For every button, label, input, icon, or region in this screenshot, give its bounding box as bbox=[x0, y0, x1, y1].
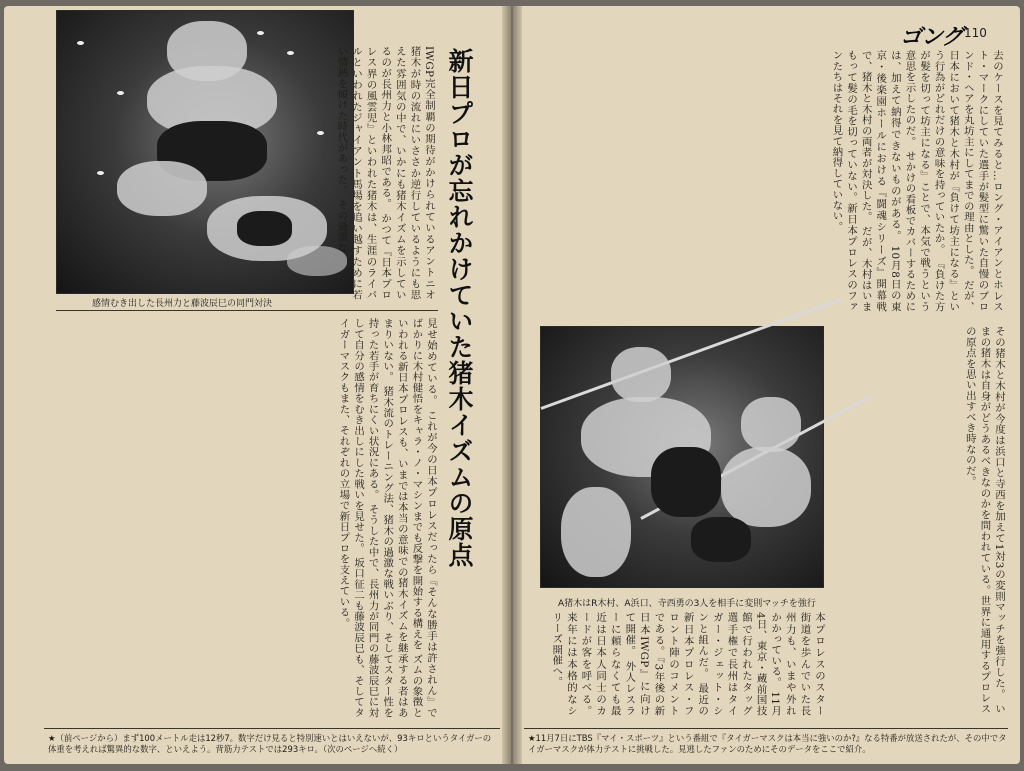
left-footnote: ★（前ページから）まず100メートル走は12秒7。数字だけ見ると特別速いとはいえないが、93キロというタイガーの体重を考えれば驚異的な数字、といえよう。背筋力テストでは293キロ。（次のページへ続く） bbox=[48, 733, 492, 754]
left-top-col-3: その過激な bbox=[335, 199, 348, 253]
photo-nagashu-fujinami bbox=[56, 10, 354, 294]
left-bottom-text bbox=[56, 318, 438, 718]
right-side-col-1: その猪木と木村が今度は浜口と寺西を加えて1対3の変則マッチを強行した。 bbox=[993, 326, 1005, 700]
left-bottom-col-7: 坂口征二も藤波辰巳も、そしてタイガーマスクもまた、それぞれの立場で新日プロを支えている。 bbox=[337, 318, 365, 718]
right-top-col-4: せかけの看板でカバーするためには、加えて納得できないものがある。 bbox=[888, 50, 916, 312]
right-top-col-1: 去のケースを見てみると…ロング・アイアンとホレスト・マークにしていた選手が髪型に驚いた自慢のブロンド・ヘアを丸坊主にしてまでの理由とした。 bbox=[961, 50, 1003, 312]
right-photo-caption: A猪木はR木村、A浜口、寺西勇の3人を相手に変則マッチを強行 bbox=[558, 599, 816, 609]
magazine-logo: ゴング bbox=[900, 25, 963, 50]
right-side-text bbox=[830, 326, 1006, 714]
left-photo-caption: 感情むき出した長州力と藤波辰巳の同門対決 bbox=[92, 299, 273, 309]
article-headline: 新日プロが忘れかけていた猪木イズムの原点 bbox=[445, 48, 474, 568]
left-top-text bbox=[335, 46, 436, 300]
right-top-col-6: だが、木村はいまもって髪の毛を切っていない。新日本プロレスのファンたちはそれを見て納得していない。 bbox=[830, 50, 872, 312]
left-bottom-col-4: ズムの象徴といわれる新日本プロレスも、いまでは本当の意味での猪木イズムを継承する者はあまりいない。 bbox=[381, 318, 423, 719]
right-top-text bbox=[526, 50, 1004, 312]
left-top-col-1: IWGP完全制覇の期待がかけられているアントニオ猪木が時の流れにいささか逆行しているようにも思えた雰囲気の中で、いかにも猪木イズムを示しているのが長州力と小林邦昭である。 bbox=[379, 46, 435, 300]
right-top-col-5: 10月8日の東京・後楽園ホールにおける『闘魂シリーズ』開幕戦で、猪木と木村の両者が対決した。 bbox=[859, 50, 901, 312]
right-bottom-col-4: 外人レスラーに頼らなくても最近は日本人同士のカードが客を呼べる。来年には本格的なシリーズ開催へ。 bbox=[550, 612, 636, 716]
right-top-col-2: だが、日本において猪木と木村が『負けて坊主になる』という行為がどれだけの意味を持っていたか。 bbox=[932, 50, 974, 312]
right-bottom-col-1: 本プロレスのスター街道を歩んでいた長州力も、いまや外れかかっている。 bbox=[769, 612, 825, 716]
right-bottom-col-3: 最近の新日本プロレス・フロント陣のコメントである。『3年後の新日本IWGP』に向けて開催。 bbox=[623, 612, 709, 716]
right-bottom-col-2: 11月4日、東京・蔵前国技館で行われたタッグ選手権で長州はタイガー・ジェット・シンと組んだ。 bbox=[696, 612, 782, 717]
right-side-col-2: いまの猪木は自身がどうあるべきなのかを問われている。世界に通用するプロレスの原点を思い出すべき時なのだ。 bbox=[963, 326, 1005, 714]
left-top-col-2: かつて『日本プロレス界の風雲児』といわれた猪木は、生涯のライバルといわれたジャイアント馬場を追い越すために若い情熱を傾けた時代があった。 bbox=[335, 46, 392, 300]
photo-inoki-handicap-match bbox=[540, 326, 824, 588]
right-top-col-3: 『負けた方が髪を切って坊主になる』ことで、本気で戦うという意思を示したのだ。 bbox=[903, 50, 945, 312]
left-bottom-col-2: これが今の日本プロレスだったら『そんな勝手は許されん』で bbox=[425, 410, 437, 718]
page-number: 110 bbox=[964, 26, 987, 40]
left-bottom-col-5: 猪木流のトレーニング法、猪木の過激な戦いぶり、そしてスター性を持った若手が育ちにくい状況にある。 bbox=[366, 318, 394, 718]
right-footnote: ★11月7日にTBS『マイ・スポーツ』という番組で『タイガーマスクは本当に強いのか?』なる特番が放送されたが、その中でタイガーマスクが体力テストに挑戦した。見逃したファンのためにそのデータをここで紹介。 bbox=[528, 733, 1007, 754]
left-bottom-col-1: 見せ始めている。 bbox=[425, 318, 437, 407]
right-page bbox=[514, 6, 1020, 764]
left-bottom-col-6: そうした中で、長州力が同門の藤波辰巳に対して自分の感情をむき出しにした戦いを見せた。 bbox=[352, 318, 379, 718]
right-bottom-text bbox=[526, 612, 826, 716]
left-bottom-col-3: ばかりに木村健悟をキャラ・ノ・マシンまでも反撃を開始する構えを bbox=[410, 318, 423, 651]
page-gutter bbox=[502, 6, 522, 764]
left-page bbox=[4, 6, 510, 764]
